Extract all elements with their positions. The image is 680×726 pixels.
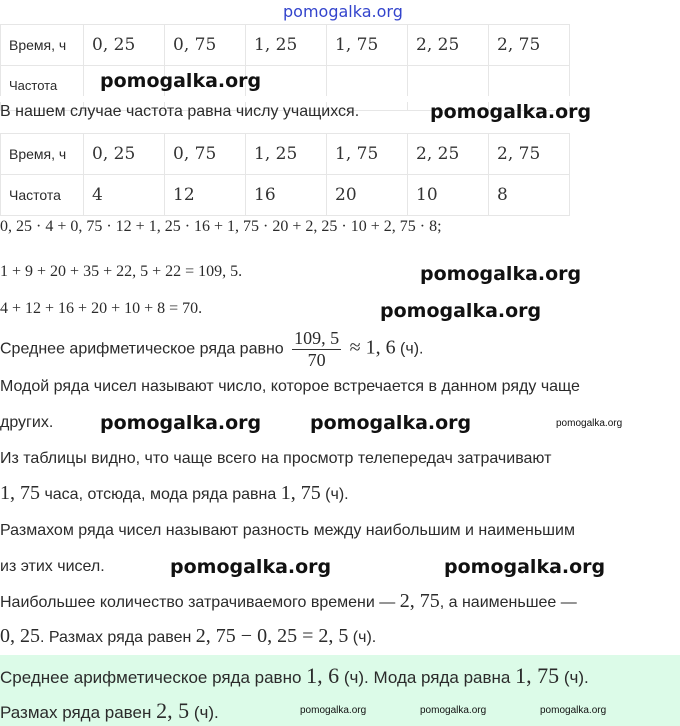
fraction xyxy=(292,328,341,371)
range-definition-2: из этих чисел. xyxy=(0,558,105,575)
table-cell: 12 xyxy=(165,175,246,216)
watermark-top: pomogalka.org xyxy=(283,2,403,21)
text: Среднее арифметическое ряда равно xyxy=(0,668,307,687)
formula-2: 1 + 9 + 20 + 35 + 22, 5 + 22 = 109, 5. xyxy=(0,263,243,280)
watermark: pomogalka.org xyxy=(380,300,542,322)
mode-definition-2: других. xyxy=(0,414,54,431)
mean-text: Среднее арифметическое ряда равно xyxy=(0,340,284,358)
table-cell: 2, 75 xyxy=(489,134,570,175)
value: 1, 6 xyxy=(306,663,340,688)
watermark: pomogalka.org xyxy=(170,556,332,578)
value: 2, 75 xyxy=(399,590,440,612)
text: (ч). xyxy=(559,668,589,687)
value: 1, 75 xyxy=(0,482,40,504)
table-cell: 8 xyxy=(489,175,570,216)
answer-line-2 xyxy=(0,698,219,724)
watermark: pomogalka.org xyxy=(100,412,262,434)
watermark-small: pomogalka.org xyxy=(540,705,607,716)
table-cell: 1, 25 xyxy=(246,134,327,175)
numerator: 109, 5 xyxy=(294,328,340,348)
watermark: pomogalka.org xyxy=(430,101,592,123)
unit: (ч). xyxy=(400,340,424,358)
text: (ч). xyxy=(189,703,219,722)
denominator: 70 xyxy=(307,350,326,370)
answer-line-1 xyxy=(0,663,589,689)
watermark: pomogalka.org xyxy=(420,263,582,285)
watermark-small: pomogalka.org xyxy=(556,418,623,429)
answer-box xyxy=(0,655,680,726)
table-header-frequency: Частота xyxy=(1,175,84,216)
table-cell: 20 xyxy=(327,175,408,216)
table-row xyxy=(1,134,570,175)
table-cell: 2, 25 xyxy=(408,134,489,175)
table-cell: 0, 75 xyxy=(165,134,246,175)
range-text xyxy=(0,590,577,613)
table-row xyxy=(1,25,570,66)
value: 1, 75 xyxy=(515,663,560,688)
watermark: pomogalka.org xyxy=(444,556,606,578)
table-cell: 1, 75 xyxy=(327,134,408,175)
mode-definition: Модой ряда чисел называют число, которое встречается в данном ряду чаще xyxy=(0,378,580,395)
table-cell: 0, 75 xyxy=(165,25,246,66)
table-cell: 0, 25 xyxy=(84,134,165,175)
watermark-small: pomogalka.org xyxy=(420,705,487,716)
mean-value: ≈ 1, 6 xyxy=(349,336,396,359)
table-cell: 10 xyxy=(408,175,489,216)
table-cell: 2, 25 xyxy=(408,25,489,66)
table-cell: 0, 25 xyxy=(84,25,165,66)
text: . Размах ряда равен xyxy=(40,629,196,646)
table-header-time: Время, ч xyxy=(1,25,84,66)
formula-1: 0, 25 · 4 + 0, 75 · 12 + 1, 25 · 16 + 1, 75 · 20 + 2, 25 · 10 + 2, 75 · 8; xyxy=(0,218,442,235)
value: 1, 75 xyxy=(280,482,321,504)
text: Размах ряда равен xyxy=(0,703,157,722)
text: (ч). xyxy=(348,629,377,646)
range-definition: Размахом ряда чисел называют разность между наибольшим и наименьшим xyxy=(0,522,575,539)
table-header-frequency: Частота xyxy=(1,66,84,111)
text: (ч). xyxy=(320,486,349,503)
text: часа, отсюда, мода ряда равна xyxy=(40,486,281,503)
table-2 xyxy=(0,133,570,216)
table-cell: 1, 75 xyxy=(327,25,408,66)
table-cell: 2, 75 xyxy=(489,25,570,66)
value: 2, 75 − 0, 25 = 2, 5 xyxy=(195,625,349,647)
text: (ч). Мода ряда равна xyxy=(339,668,516,687)
mean-line xyxy=(0,328,423,371)
formula-3: 4 + 12 + 16 + 20 + 10 + 8 = 70. xyxy=(0,300,203,317)
value: 0, 25 xyxy=(0,625,40,647)
table-cell: 16 xyxy=(246,175,327,216)
text: Наибольшее количество затрачиваемого времени — xyxy=(0,594,400,611)
table-cell: 1, 25 xyxy=(246,25,327,66)
mode-text-2 xyxy=(0,482,349,505)
table-header-time: Время, ч xyxy=(1,134,84,175)
watermark-small: pomogalka.org xyxy=(300,705,367,716)
range-text-2 xyxy=(0,625,376,648)
watermark: pomogalka.org xyxy=(100,70,262,92)
watermark: pomogalka.org xyxy=(310,412,472,434)
value: 2, 5 xyxy=(156,698,190,723)
text: , а наименьшее — xyxy=(439,594,577,611)
table-row xyxy=(1,175,570,216)
mode-text: Из таблицы видно, что чаще всего на просмотр телепередач затрачивают xyxy=(0,450,552,467)
note-text: В нашем случае частота равна числу учащихся. xyxy=(0,103,360,120)
table-cell: 4 xyxy=(84,175,165,216)
